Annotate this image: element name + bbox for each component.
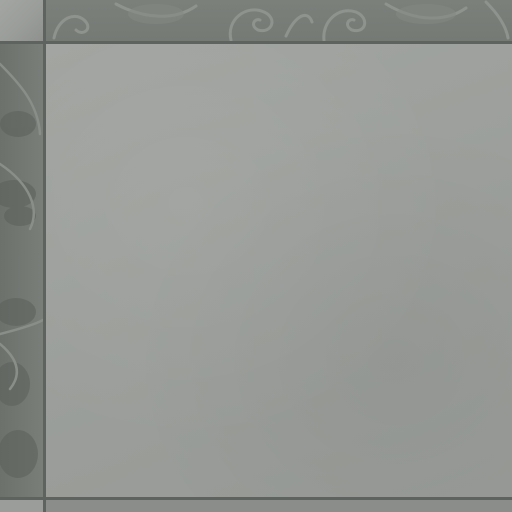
border-tile-left [0, 44, 43, 497]
scroll-center-left-icon [230, 10, 272, 40]
scroll-center-right-icon [324, 11, 365, 40]
stem-icon [286, 15, 312, 36]
stem-right-icon [486, 2, 508, 38]
grout-line-top [0, 41, 512, 44]
main-tile [46, 44, 512, 497]
border-tile-top [46, 0, 512, 41]
leaf-motif-icon [0, 44, 43, 497]
damask-scroll-icon [46, 0, 512, 41]
corner-tile-bottom-left [0, 500, 43, 512]
grout-line-bottom [0, 497, 512, 500]
grout-line-vertical [43, 0, 46, 512]
border-tile-bottom [46, 500, 512, 512]
scroll-left-icon [54, 16, 88, 38]
corner-tile-top-left [0, 0, 43, 41]
